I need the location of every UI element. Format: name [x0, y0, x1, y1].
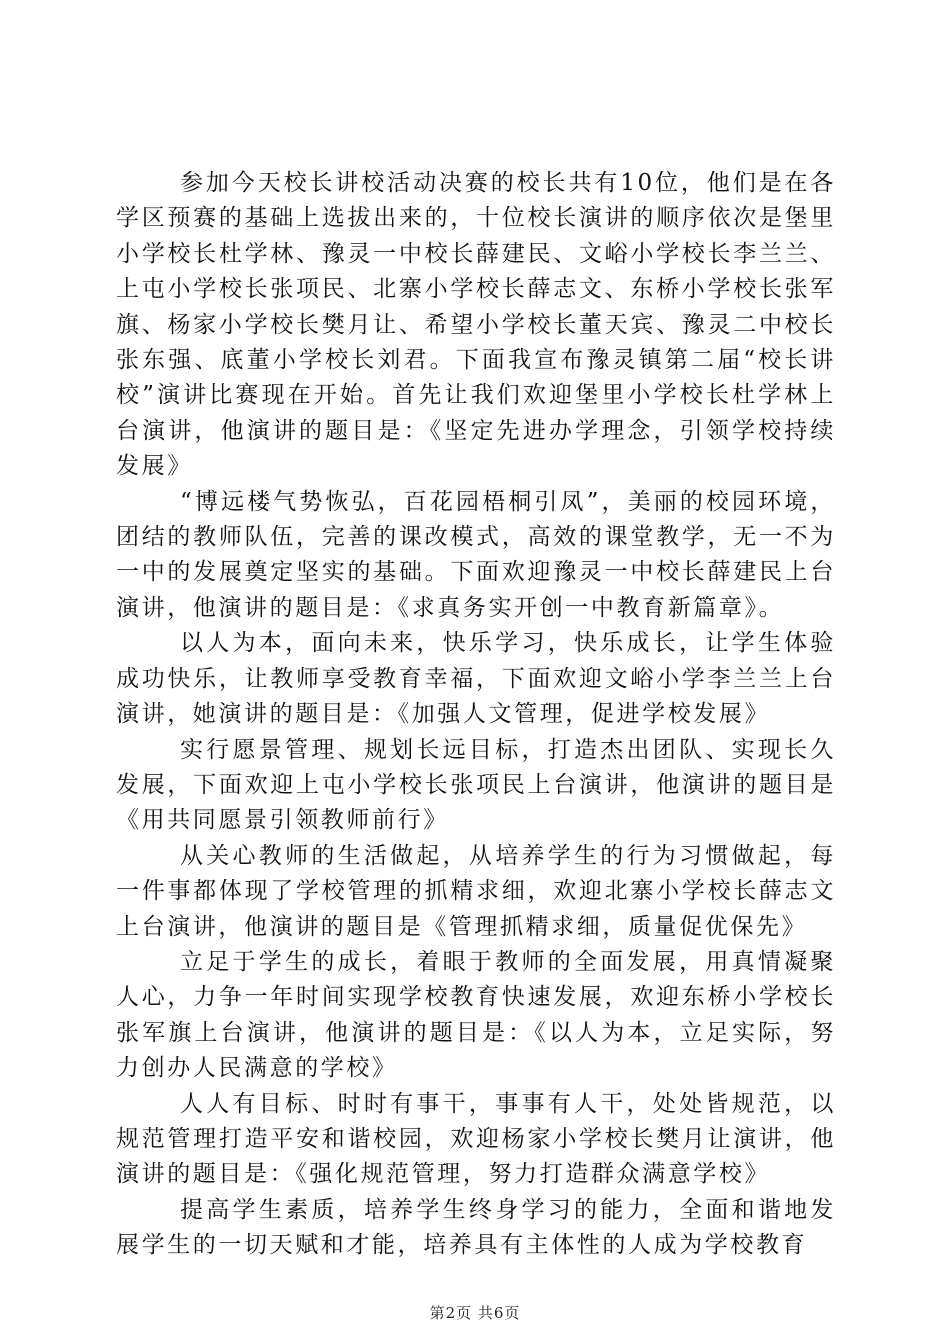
paragraph-3: 以人为本，面向未来，快乐学习，快乐成长，让学生体验成功快乐，让教师享受教育幸福，下面欢迎文峪小学李兰兰上台演讲，她演讲的题目是：《加强人文管理，促进学校发展》 [116, 630, 836, 728]
document-body [116, 166, 836, 1264]
paragraph-8: 提高学生素质，培养学生终身学习的能力，全面和谐地发展学生的一切天赋和才能，培养具有主体性的人成为学校教育 [116, 1196, 836, 1259]
paragraph-7: 人人有目标、时时有事干，事事有人干，处处皆规范，以规范管理打造平安和谐校园，欢迎杨家小学校长樊月让演讲，他演讲的题目是：《强化规范管理，努力打造群众满意学校》 [116, 1090, 836, 1188]
paragraph-1: 参加今天校长讲校活动决赛的校长共有10位，他们是在各学区预赛的基础上选拔出来的，十位校长演讲的顺序依次是堡里小学校长杜学林、豫灵一中校长薛建民、文峪小学校长李兰兰、上屯小学校长张项民、北寨小学校长薛志文、东桥小学校长张军旗、杨家小学校长樊月让、希望小学校长董天宾、豫灵二中校长张东强、底董小学校长刘君。下面我宣布豫灵镇第二届“校长讲校”演讲比赛现在开始。首先让我们欢迎堡里小学校长杜学林上台演讲，他演讲的题目是：《坚定先进办学理念，引领学校持续发展》 [116, 170, 836, 480]
paragraph-6: 立足于学生的成长，着眼于教师的全面发展，用真情凝聚人心，力争一年时间实现学校教育快速发展，欢迎东桥小学校长张军旗上台演讲，他演讲的题目是：《以人为本，立足实际，努力创办人民满意的学校》 [116, 948, 836, 1082]
paragraph-5: 从关心教师的生活做起，从培养学生的行为习惯做起，每一件事都体现了学校管理的抓精求细，欢迎北寨小学校长薛志文上台演讲，他演讲的题目是《管理抓精求细，质量促优保先》 [116, 842, 836, 940]
paragraph-2: “博远楼气势恢弘，百花园梧桐引凤”，美丽的校园环境，团结的教师队伍，完善的课改模式，高效的课堂教学，无一不为一中的发展奠定坚实的基础。下面欢迎豫灵一中校长薛建民上台演讲，他演讲的题目是：《求真务实开创一中教育新篇章》。 [116, 488, 836, 621]
paragraph-4: 实行愿景管理、规划长远目标，打造杰出团队、实现长久发展，下面欢迎上屯小学校长张项民上台演讲，他演讲的题目是《用共同愿景引领教师前行》 [116, 736, 836, 834]
page-number-footer: 第2页 共6页 [429, 1304, 521, 1322]
